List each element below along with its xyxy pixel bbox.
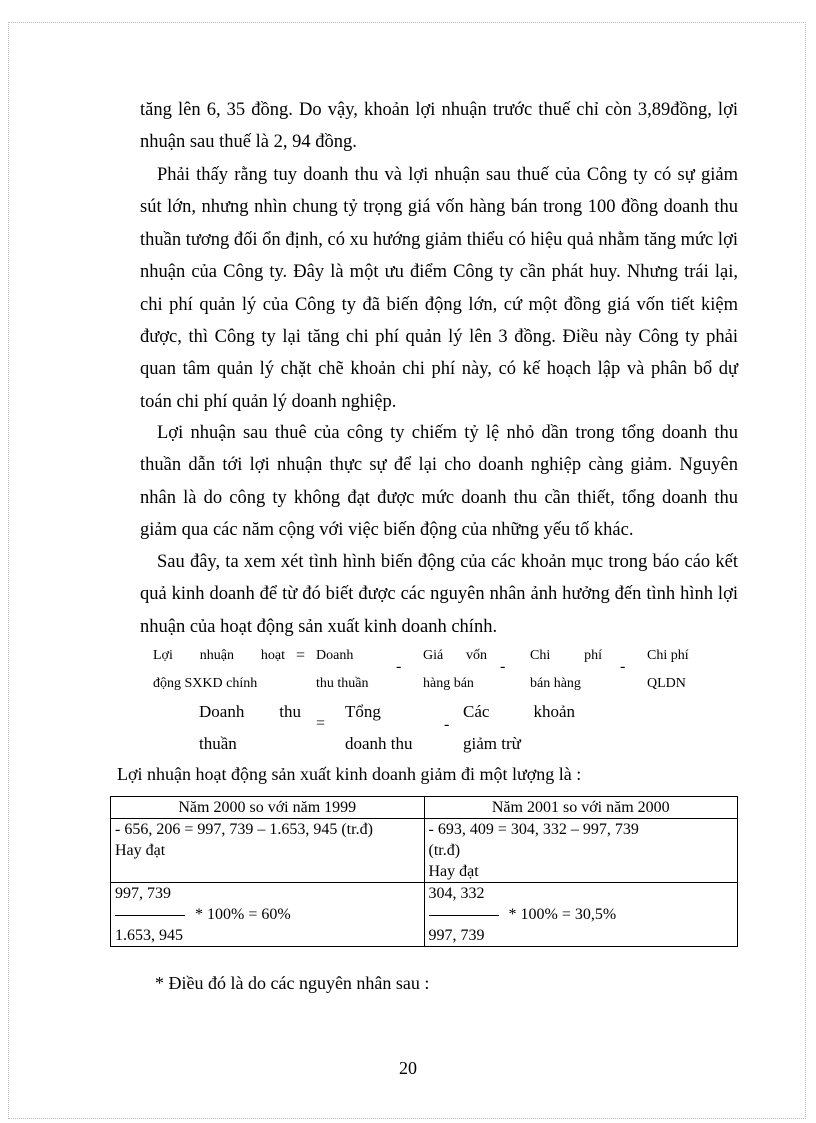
header-2001-vs-2000: Năm 2001 so với năm 2000 (424, 797, 738, 819)
paragraph-3: Lợi nhuận sau thuê của công ty chiếm tỷ lệ nhỏ dần trong tổng doanh thu thuần dẫn tới lợi nhuận thực sự để lại cho doanh nghiệp càng giảm. Nguyên nhân là do công ty không đạt được mức doanh thu cần thiết, tổng doanh thu giảm qua các năm cộng với việc biến động của những yếu tố khác. (140, 423, 738, 541)
formula-term2-line2: hàng bán (423, 676, 474, 691)
formula-minus-1: - (396, 658, 402, 675)
ratio-2001-fraction (429, 904, 734, 925)
table-intro: Lợi nhuận hoạt động sản xuất kinh doanh giảm đi một lượng là : (117, 764, 582, 784)
cell-ratio-2001 (424, 883, 738, 947)
ratio-2000-denominator: 1.653, 945 (115, 927, 183, 944)
profit-decrease-table (110, 796, 738, 947)
formula2-lhs-line2: thuần (199, 734, 237, 753)
paragraph-1: tăng lên 6, 35 đồng. Do vậy, khoản lợi nhuận trước thuế chỉ còn 3,89đồng, lợi nhuận sau thuế là 2, 94 đồng. (140, 100, 738, 153)
formula-term3-line2: bán hàng (530, 676, 581, 691)
ratio-2001-denominator: 997, 739 (428, 927, 485, 944)
ratio-2001-result: * 100% = 30,5% (508, 906, 617, 923)
formula-equals: = (296, 647, 306, 664)
table-row (111, 883, 738, 947)
cell-diff-2001 (424, 819, 738, 883)
header-2000-vs-1999: Năm 2000 so với năm 1999 (111, 797, 425, 819)
formula-term4-line1: Chi phí (647, 648, 689, 663)
causes-note: * Điều đó là do các nguyên nhân sau : (155, 973, 430, 993)
formula-minus-2: - (500, 658, 506, 675)
diff-2001-formula: - 693, 409 = 304, 332 – 997, 739 (428, 821, 639, 838)
formula-term1-line1: Doanh (316, 648, 354, 663)
paragraph-4: Sau đây, ta xem xét tình hình biến động của các khoản mục trong báo cáo kết quả kinh doanh để từ đó biết được các nguyên nhân ảnh hưởng đến tình hình lợi nhuận của hoạt động sản xuất kinh doanh chính. (140, 552, 738, 637)
formula2-term1-line1: Tổng (345, 702, 381, 721)
formula2-equals: = (316, 715, 326, 732)
formula-term3-line1: Chi phí (530, 648, 602, 663)
page-number: 20 (399, 1058, 417, 1078)
table-row (111, 819, 738, 883)
paragraph-2: Phải thấy rằng tuy doanh thu và lợi nhuận sau thuế của Công ty có sự giảm sút lớn, nhưng nhìn chung tỷ trọng giá vốn hàng bán trong 100 đồng doanh thu thuần tương đối ổn định, có xu hướng giảm thiểu có hiệu quả nhằm tăng mức lợi nhuận của Công ty. Đây là một ưu điểm Công ty cần phát huy. Nhưng trái lại, chi phí quản lý của Công ty đã biến động lớn, cứ một đồng giá vốn tiết kiệm được, thì Công ty lại tăng chi phí quản lý lên 3 đồng. Điều này Công ty phải quan tâm quản lý chặt chẽ khoản chi phí này, có kế hoạch lập và phân bổ dự toán chi phí quản lý doanh nghiệp. (140, 165, 738, 412)
cell-ratio-2000 (111, 883, 425, 947)
diff-2001-unit: (tr.đ) (428, 842, 461, 859)
ratio-2000-result: * 100% = 60% (195, 906, 291, 923)
formula-term2-line1: Giá vốn (423, 648, 487, 663)
formula-term4-line2: QLDN (647, 676, 686, 691)
formula-lhs-line2: động SXKD chính (153, 676, 258, 691)
diff-2000-formula: - 656, 206 = 997, 739 – 1.653, 945 (tr.đ) (115, 821, 373, 838)
diff-2001-label: Hay đạt (428, 863, 479, 880)
formula-lhs-line1: Lợi nhuận hoạt (153, 648, 285, 663)
ratio-2000-fraction (115, 904, 420, 925)
formula2-term1-line2: doanh thu (345, 734, 413, 753)
formula-minus-3: - (620, 658, 626, 675)
formula2-lhs-line1: Doanh thu (199, 702, 301, 721)
formula2-term2-line2: giảm trừ (463, 734, 521, 753)
formula2-term2-line1: Các khoản (463, 702, 575, 721)
table-header-row (111, 797, 738, 819)
fraction-bar (115, 915, 185, 916)
formula-term1-line2: thu thuần (316, 676, 369, 691)
ratio-2000-numerator: 997, 739 (115, 885, 171, 902)
diff-2000-label: Hay đạt (115, 842, 166, 859)
ratio-2001-numerator: 304, 332 (428, 885, 485, 902)
formula2-minus: - (444, 716, 450, 733)
cell-diff-2000 (111, 819, 425, 883)
fraction-bar (429, 915, 499, 916)
